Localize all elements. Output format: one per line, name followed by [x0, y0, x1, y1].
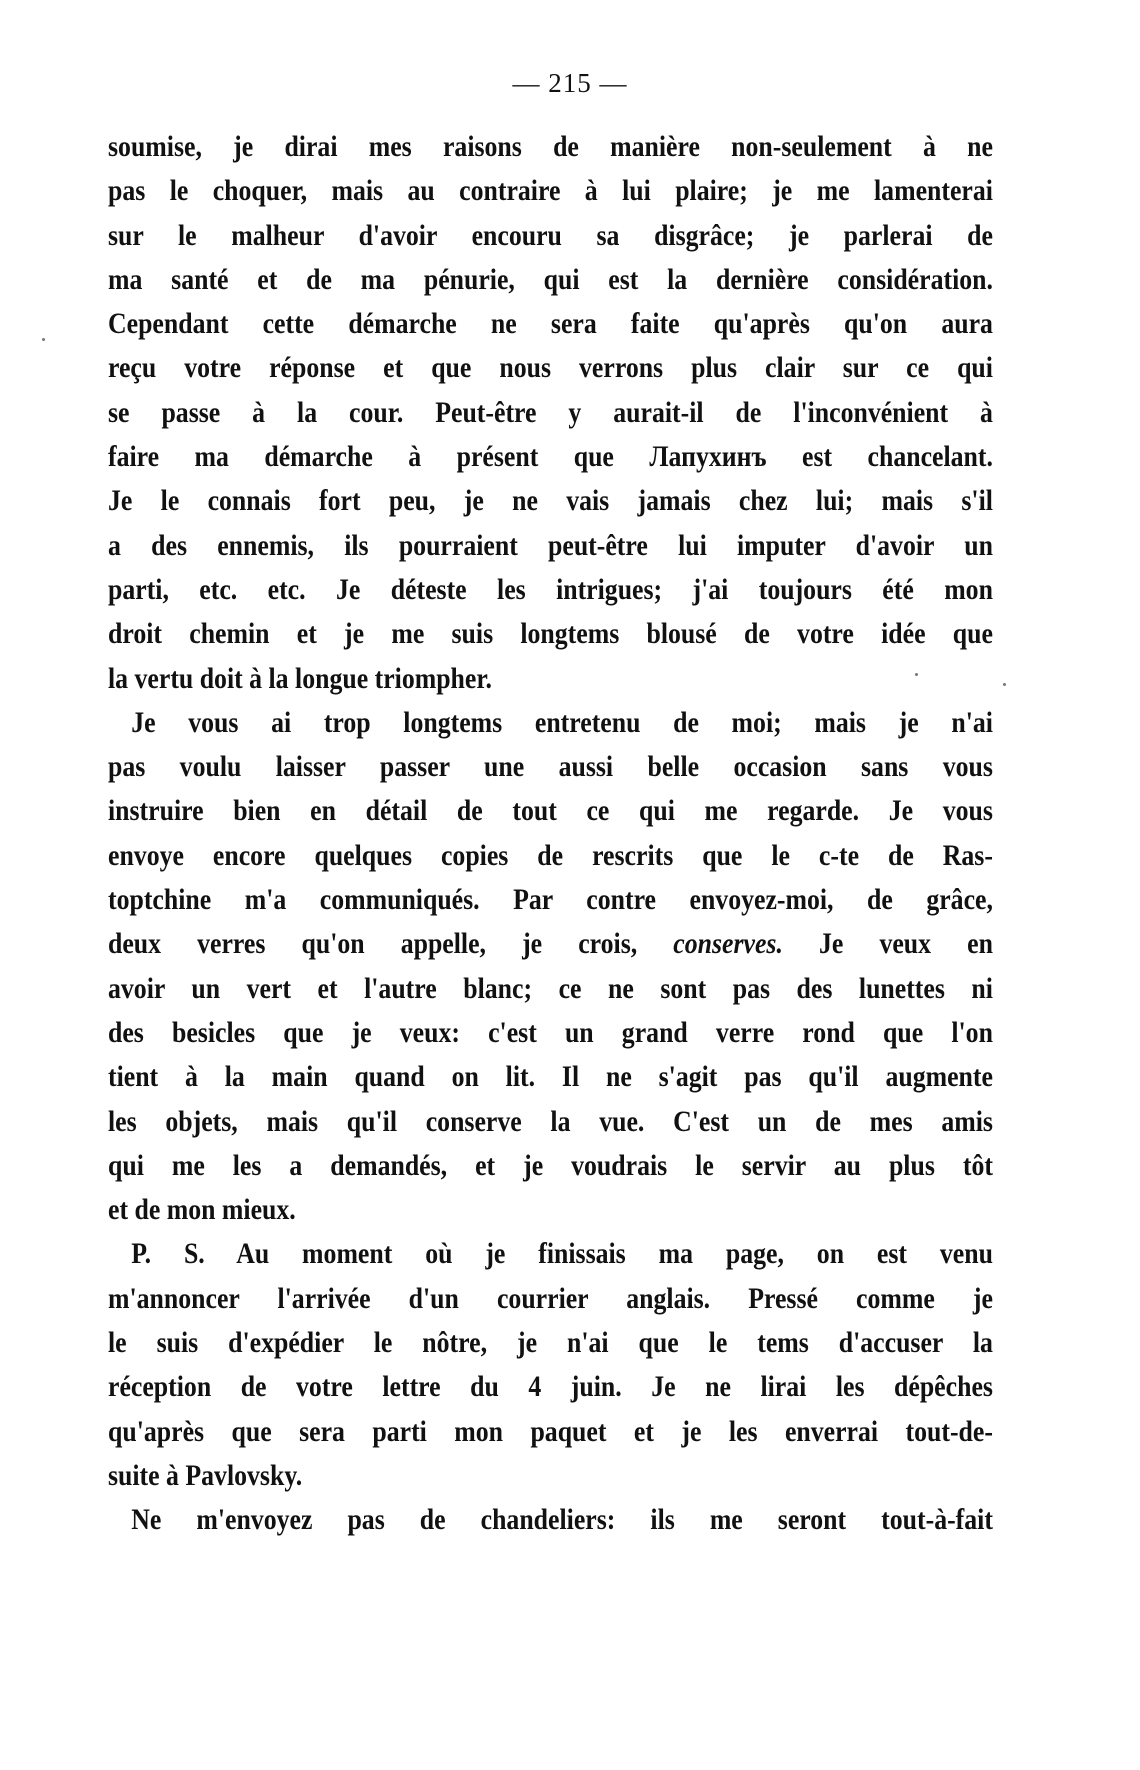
text-line: réception de votre lettre du 4 juin. Je ne lirai les dépêches: [108, 1370, 993, 1404]
text-line: la vertu doit à la longue triompher.: [108, 661, 492, 695]
text-line: se passe à la cour. Peut-être y aurait-il de l'inconvénient à: [108, 395, 993, 429]
body-text: [108, 125, 993, 1543]
text-line: envoye encore quelques copies de rescrits que le c-te de Ras-: [108, 838, 993, 872]
text-line: parti, etc. etc. Je déteste les intrigues; j'ai toujours été mon: [108, 572, 993, 606]
text-line: pas voulu laisser passer une aussi belle occasion sans vous: [108, 750, 993, 784]
text-line: faire ma démarche à présent que Лапухинъ est chancelant.: [108, 440, 993, 474]
text-line: et de mon mieux.: [108, 1193, 296, 1227]
text-line: instruire bien en détail de tout ce qui me regarde. Je vous: [108, 794, 993, 828]
postscript-start-line: P. S. Au moment où je finissais ma page, on est venu: [131, 1237, 993, 1271]
text-line: sur le malheur d'avoir encouru sa disgrâce; je parlerai de: [108, 218, 993, 252]
text-segment: Je veux en: [819, 927, 993, 961]
text-line: des besicles que je veux: c'est un grand verre rond que l'on: [108, 1015, 993, 1049]
text-line: tient à la main quand on lit. Il ne s'agit pas qu'il augmente: [108, 1060, 993, 1094]
paragraph-start-line: Ne m'envoyez pas de chandeliers: ils me seront tout-à-fait: [131, 1503, 993, 1537]
scan-speck: [42, 338, 45, 341]
page-number: — 215 —: [512, 68, 628, 98]
scan-speck: [915, 673, 918, 676]
scan-speck: [1003, 683, 1006, 686]
text-line: qui me les a demandés, et je voudrais le servir au plus tôt: [108, 1148, 993, 1182]
text-line: qu'après que sera parti mon paquet et je les enverrai tout-de-: [108, 1414, 993, 1448]
text-line: suite à Pavlovsky.: [108, 1458, 303, 1492]
text-line: reçu votre réponse et que nous verrons plus clair sur ce qui: [108, 351, 993, 385]
text-line: ma santé et de ma pénurie, qui est la dernière considération.: [108, 262, 993, 296]
text-line: les objets, mais qu'il conserve la vue. C'est un de mes amis: [108, 1104, 993, 1138]
text-line: soumise, je dirai mes raisons de manière non-seulement à ne: [108, 130, 993, 163]
text-line-with-italic: [108, 922, 993, 966]
italic-word: conserves.: [673, 927, 783, 961]
text-line: Cependant cette démarche ne sera faite qu'après qu'on aura: [108, 307, 993, 341]
text-line: m'annoncer l'arrivée d'un courrier anglais. Pressé comme je: [108, 1281, 993, 1315]
text-line: pas le choquer, mais au contraire à lui plaire; je me lamenterai: [108, 174, 993, 208]
text-line: toptchine m'a communiqués. Par contre envoyez-moi, de grâce,: [108, 883, 993, 917]
paragraph-start-line: Je vous ai trop longtems entretenu de moi; mais je n'ai: [131, 705, 993, 739]
text-line: droit chemin et je me suis longtems blousé de votre idée que: [108, 617, 993, 651]
text-line: le suis d'expédier le nôtre, je n'ai que le tems d'accuser la: [108, 1326, 993, 1360]
text-segment: deux verres qu'on appelle, je crois,: [108, 927, 638, 961]
text-line: a des ennemis, ils pourraient peut-être lui imputer d'avoir un: [108, 528, 993, 562]
text-line: avoir un vert et l'autre blanc; ce ne sont pas des lunettes ni: [108, 971, 993, 1005]
text-line: Je le connais fort peu, je ne vais jamais chez lui; mais s'il: [108, 484, 993, 518]
